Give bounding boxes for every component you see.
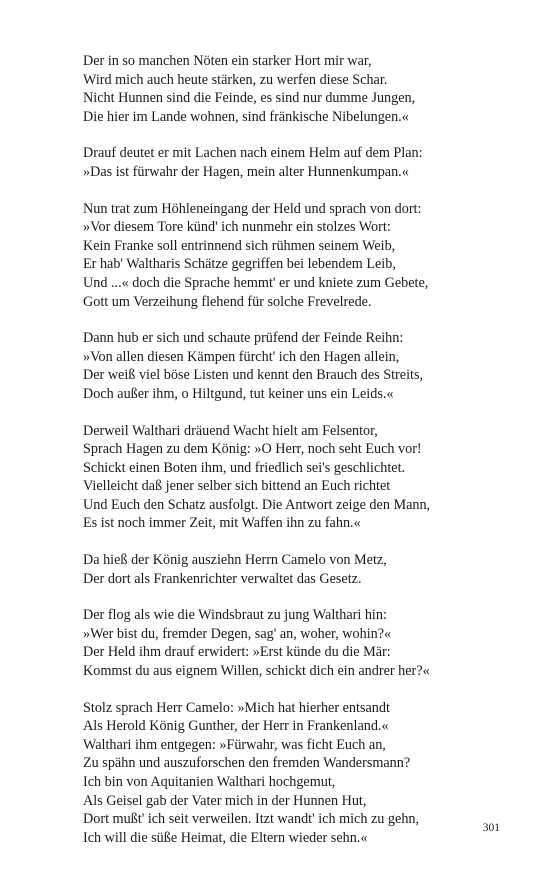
- verse-line: Schickt einen Boten ihm, und friedlich sei's geschlichtet.: [83, 459, 406, 476]
- page-number: 301: [482, 822, 500, 834]
- verse-line: Als Geisel gab der Vater mich in der Hunnen Hut,: [83, 792, 367, 809]
- verse-line: Der in so manchen Nöten ein starker Hort mir war,: [83, 53, 372, 69]
- verse-line: Dann hub er sich und schaute prüfend der Feinde Reihn:: [83, 330, 404, 347]
- verse-line: »Wer bist du, fremder Degen, sag' an, woher, wohin?«: [83, 625, 392, 642]
- stanza: [83, 144, 523, 181]
- verse-line: Der weiß viel böse Listen und kennt den Brauch des Streits,: [83, 367, 424, 384]
- verse-line: Und ...« doch die Sprache hemmt' er und kniete zum Gebete,: [83, 274, 429, 291]
- verse-line: Er hab' Waltharis Schätze gegriffen bei lebendem Leib,: [83, 256, 396, 273]
- verse-line: Der dort als Frankenrichter verwaltet das Gesetz.: [83, 570, 362, 587]
- verse-line: Gott um Verzeihung flehend für solche Frevelrede.: [83, 293, 372, 310]
- verse-line: Nun trat zum Höhleneingang der Held und sprach von dort:: [83, 200, 422, 217]
- verse-line: Derweil Walthari dräuend Wacht hielt am Felsentor,: [83, 422, 378, 439]
- page-body: [83, 52, 523, 865]
- verse-line: Der Held ihm drauf erwidert: »Erst künde du die Mär:: [83, 644, 391, 661]
- stanza: [83, 606, 523, 680]
- stanza: [83, 422, 523, 534]
- verse-line: Kommst du aus eignem Willen, schickt dich ein andrer her?«: [83, 663, 430, 680]
- verse-line: Die hier im Lande wohnen, sind fränkische Nibelungen.«: [83, 108, 409, 125]
- verse-line: Walthari ihm entgegen: »Fürwahr, was ficht Euch an,: [83, 736, 386, 753]
- stanza: [83, 329, 523, 403]
- verse-line: Sprach Hagen zu dem König: »O Herr, noch seht Euch vor!: [83, 441, 422, 458]
- verse-line: Doch außer ihm, o Hiltgund, tut keiner uns ein Leids.«: [83, 385, 394, 402]
- verse-line: Nicht Hunnen sind die Feinde, es sind nur dumme Jungen,: [83, 90, 416, 107]
- verse-line: Stolz sprach Herr Camelo: »Mich hat hierher entsandt: [83, 699, 390, 716]
- verse-line: Dort mußt' ich seit verweilen. Itzt wandt' ich mich zu gehn,: [83, 811, 420, 828]
- stanza: [83, 699, 523, 848]
- verse-line: Der flog als wie die Windsbraut zu jung Walthari hin:: [83, 607, 387, 624]
- verse-line: Vielleicht daß jener selber sich bittend an Euch richtet: [83, 478, 391, 495]
- verse-line: Und Euch den Schatz ausfolgt. Die Antwort zeige den Mann,: [83, 496, 431, 513]
- verse-line: Zu spähn und auszuforschen den fremden Wandersmann?: [83, 755, 411, 772]
- verse-line: Ich bin von Aquitanien Walthari hochgemut,: [83, 774, 336, 790]
- verse-line: »Das ist fürwahr der Hagen, mein alter Hunnenkumpan.«: [83, 163, 409, 180]
- stanza: [83, 551, 523, 588]
- stanza: [83, 52, 523, 126]
- verse-line: »Vor diesem Tore künd' ich nunmehr ein stolzes Wort:: [83, 219, 391, 236]
- verse-line: Es ist noch immer Zeit, mit Waffen ihn zu fahn.«: [83, 515, 361, 532]
- verse-line: Als Herold König Gunther, der Herr in Frankenland.«: [83, 718, 389, 735]
- verse-line: Wird mich auch heute stärken, zu werfen diese Schar.: [83, 71, 388, 88]
- verse-line: Drauf deutet er mit Lachen nach einem Helm auf dem Plan:: [83, 145, 423, 162]
- stanza: [83, 200, 523, 312]
- verse-line: Da hieß der König ausziehn Herrn Camelo von Metz,: [83, 552, 387, 569]
- verse-line: Ich will die süße Heimat, die Eltern wieder sehn.«: [83, 829, 368, 846]
- verse-line: »Von allen diesen Kämpen fürcht' ich den Hagen allein,: [83, 348, 400, 365]
- verse-line: Kein Franke soll entrinnend sich rühmen seinem Weib,: [83, 237, 396, 254]
